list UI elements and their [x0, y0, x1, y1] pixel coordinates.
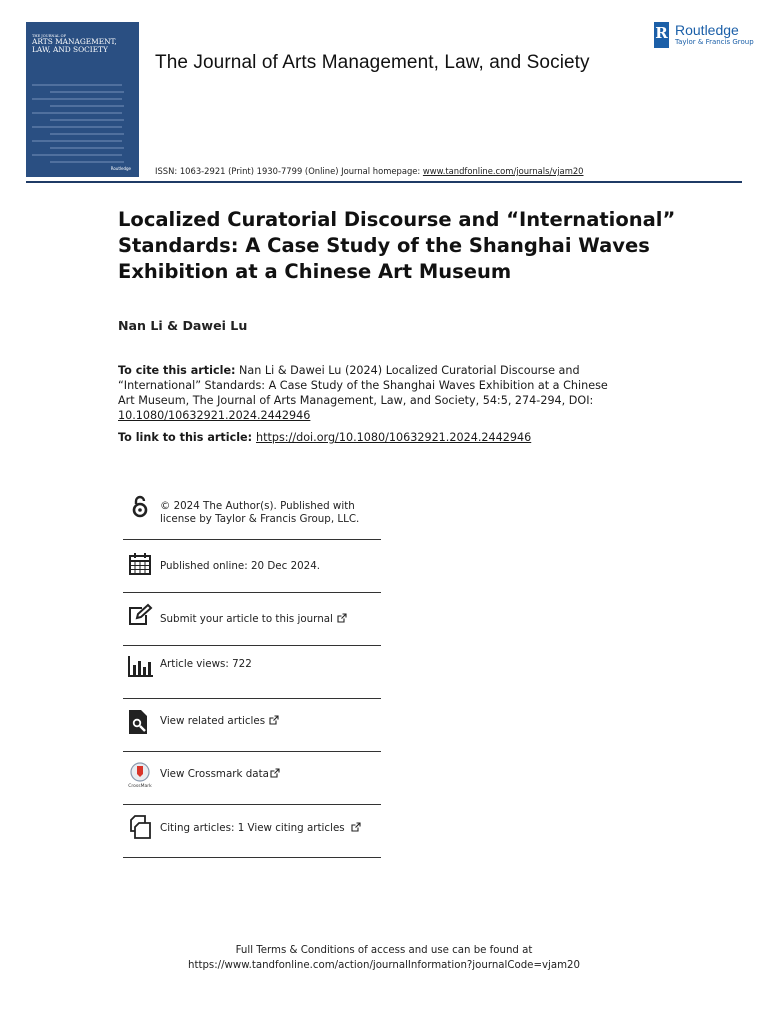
- edit-icon: [127, 603, 153, 629]
- crossmark-icon: [127, 762, 153, 788]
- published-row: [123, 540, 381, 593]
- citing-row[interactable]: [123, 805, 381, 858]
- calendar-icon: [127, 551, 153, 577]
- related-row[interactable]: [123, 699, 381, 752]
- publisher-logo[interactable]: [654, 22, 754, 48]
- external-link-icon: [351, 822, 361, 832]
- external-link-icon: [270, 768, 280, 778]
- citation: [118, 363, 618, 423]
- cite-label: To cite this article:: [118, 364, 236, 377]
- license-line-2: license by Taylor & Francis Group, LLC.: [160, 513, 360, 525]
- article-link: [118, 431, 531, 444]
- license-row: [123, 484, 381, 540]
- open-access-icon: [127, 494, 153, 520]
- cover-title-main: ARTS MANAGEMENT, LAW, AND SOCIETY: [32, 37, 117, 54]
- header-divider: [26, 181, 742, 183]
- cite-text: Nan Li & Dawei Lu (2024) Localized Curatorial Discourse and “International” Standards: A Case Study of the Shanghai Waves Exhibition at a Chinese Art Museum, The Journal of Arts Management, Law, and Society, 54:5, 274-294, DOI:: [118, 364, 608, 407]
- crossmark-icon-label: CrossMark: [128, 784, 152, 788]
- related-articles-label: View related articles: [160, 715, 266, 727]
- cover-publisher: Routledge: [110, 166, 131, 171]
- publisher-name: Routledge: [675, 22, 739, 38]
- link-label: To link to this article:: [118, 431, 256, 444]
- terms-link[interactable]: https://www.tandfonline.com/action/journalInformation?journalCode=vjam20: [188, 960, 580, 971]
- terms-footer: [0, 943, 768, 973]
- issn-line: [155, 166, 584, 176]
- views-row: [123, 646, 381, 699]
- article-views: Article views: 722: [160, 658, 252, 670]
- external-link-icon: [337, 613, 347, 623]
- cover-title-small: THE JOURNAL OF: [32, 34, 67, 38]
- routledge-logo-icon: R: [654, 22, 669, 48]
- journal-homepage-link[interactable]: www.tandfonline.com/journals/vjam20: [422, 166, 584, 176]
- article-info-list: [123, 484, 381, 858]
- related-articles-link[interactable]: [160, 715, 279, 728]
- issn-text: ISSN: 1063-2921 (Print) 1930-7799 (Online) Journal homepage:: [155, 166, 423, 176]
- article-title: Localized Curatorial Discourse and “International” Standards: A Case Study of the Shanghai Waves Exhibition at a Chinese Art Museum: [118, 208, 676, 283]
- crossmark-row[interactable]: [123, 752, 381, 805]
- publisher-subtitle: Taylor & Francis Group: [675, 38, 754, 46]
- submit-row[interactable]: [123, 593, 381, 646]
- license-text: [160, 500, 359, 526]
- submit-article-link[interactable]: [160, 613, 347, 626]
- crossmark-label: View Crossmark data: [160, 768, 269, 780]
- journal-cover: [26, 22, 139, 177]
- published-date: Published online: 20 Dec 2024.: [160, 560, 321, 572]
- citing-articles-link[interactable]: [160, 822, 361, 835]
- cite-doi-link[interactable]: 10.1080/10632921.2024.2442946: [118, 409, 311, 422]
- article-authors: Nan Li & Dawei Lu: [118, 318, 248, 333]
- external-link-icon: [269, 715, 279, 725]
- article-doi-link[interactable]: https://doi.org/10.1080/10632921.2024.2442946: [256, 431, 532, 444]
- bar-chart-icon: [127, 654, 153, 680]
- terms-line-1: Full Terms & Conditions of access and use can be found at: [235, 945, 533, 956]
- license-line-1: © 2024 The Author(s). Published with: [160, 500, 355, 512]
- crossmark-link[interactable]: [160, 768, 280, 781]
- cover-contents: [32, 84, 134, 168]
- cover-title: [32, 34, 136, 53]
- journal-title: The Journal of Arts Management, Law, and Society: [155, 52, 590, 73]
- citing-articles-label: Citing articles: 1 View citing articles: [160, 822, 345, 834]
- citing-articles-icon: [127, 814, 153, 840]
- search-document-icon: [127, 709, 153, 735]
- submit-article-label: Submit your article to this journal: [160, 613, 333, 625]
